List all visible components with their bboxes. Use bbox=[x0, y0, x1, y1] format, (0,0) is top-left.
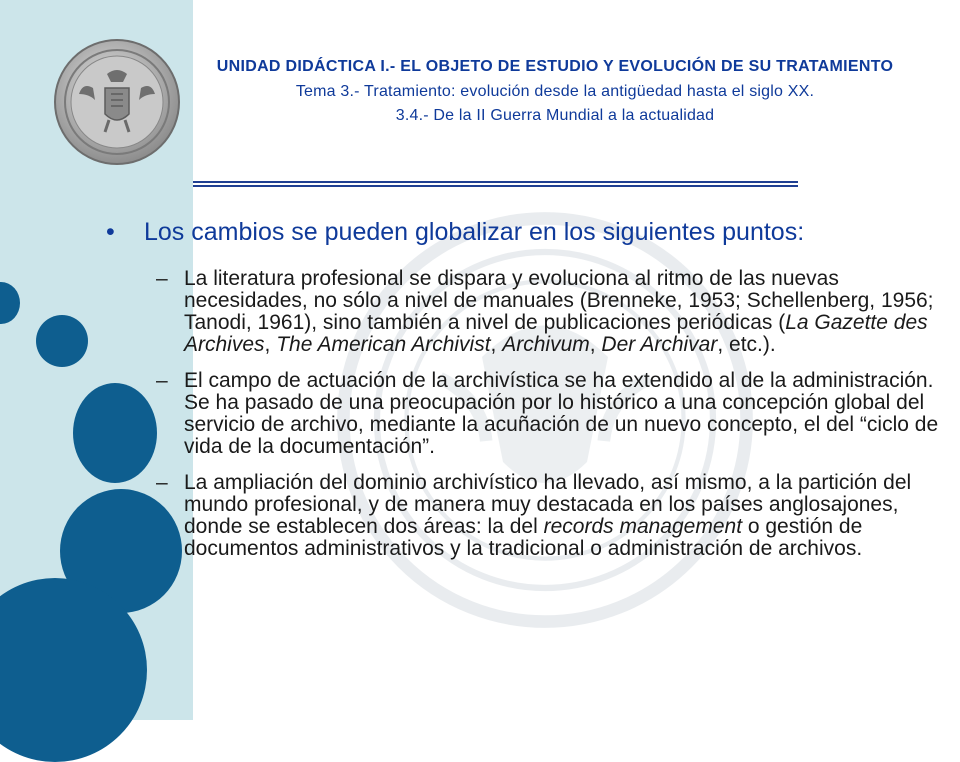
dash-marker: – bbox=[156, 471, 168, 494]
text-run: El campo de actuación de la archivística se ha extendido al de la administración. Se ha pasado de una preocupación por lo histórico a una concepción global del servicio de archivo, mediante la acuñación de un nuevo concepto, el del “ciclo de vida de la documentación”. bbox=[184, 369, 939, 458]
text-run: La ampliación del dominio archivístico ha llevado, así mismo, a la partición del mundo profesional, y de manera muy destacada en los países anglosajones, donde se establecen dos áreas: la del bbox=[184, 471, 912, 538]
italic-title: La Gazette des Archives bbox=[184, 311, 928, 356]
unit-title: UNIDAD DIDÁCTICA I.- EL OBJETO DE ESTUDIO Y EVOLUCIÓN DE SU TRATAMIENTO bbox=[216, 58, 894, 75]
sub-point-list bbox=[156, 268, 956, 560]
topic-subtitle: Tema 3.- Tratamiento: evolución desde la antigüedad hasta el siglo XX. bbox=[295, 83, 815, 100]
slide-header bbox=[190, 56, 920, 127]
text-run: , bbox=[490, 333, 503, 356]
section-title: 3.4.- De la II Guerra Mundial a la actualidad bbox=[395, 107, 715, 124]
sub-point-text bbox=[184, 370, 954, 458]
sub-point bbox=[156, 268, 956, 356]
header-divider-line bbox=[193, 185, 798, 187]
main-bullet bbox=[106, 218, 956, 247]
sub-point bbox=[156, 370, 956, 458]
sub-point-text bbox=[184, 268, 954, 356]
dash-marker: – bbox=[156, 369, 168, 392]
italic-title: records management bbox=[543, 515, 743, 538]
text-run: o gestión de documentos administrativos y la tradicional o administración de archivos. bbox=[184, 515, 863, 560]
bullet-marker: • bbox=[106, 218, 115, 246]
italic-title: Der Archivar bbox=[601, 333, 718, 356]
slide-body bbox=[106, 218, 956, 574]
text-run: , bbox=[264, 333, 277, 356]
italic-title: Archivum bbox=[502, 333, 590, 356]
header-divider-line bbox=[193, 181, 798, 183]
text-run: , bbox=[589, 333, 602, 356]
sub-point-text bbox=[184, 472, 954, 560]
decorative-circle bbox=[36, 315, 88, 367]
university-seal-icon bbox=[53, 38, 181, 166]
text-run: La literatura profesional se dispara y evoluciona al ritmo de las nuevas necesidades, no sólo a nivel de manuales (Brenneke, 1953; Schellenberg, 1956; Tanodi, 1961), sino también a nivel de publicaciones periódicas ( bbox=[184, 267, 934, 334]
italic-title: The American Archivist bbox=[276, 333, 491, 356]
sub-point bbox=[156, 472, 956, 560]
dash-marker: – bbox=[156, 267, 168, 290]
text-run: , etc.). bbox=[717, 333, 776, 356]
main-bullet-text: Los cambios se pueden globalizar en los siguientes puntos: bbox=[144, 218, 805, 246]
